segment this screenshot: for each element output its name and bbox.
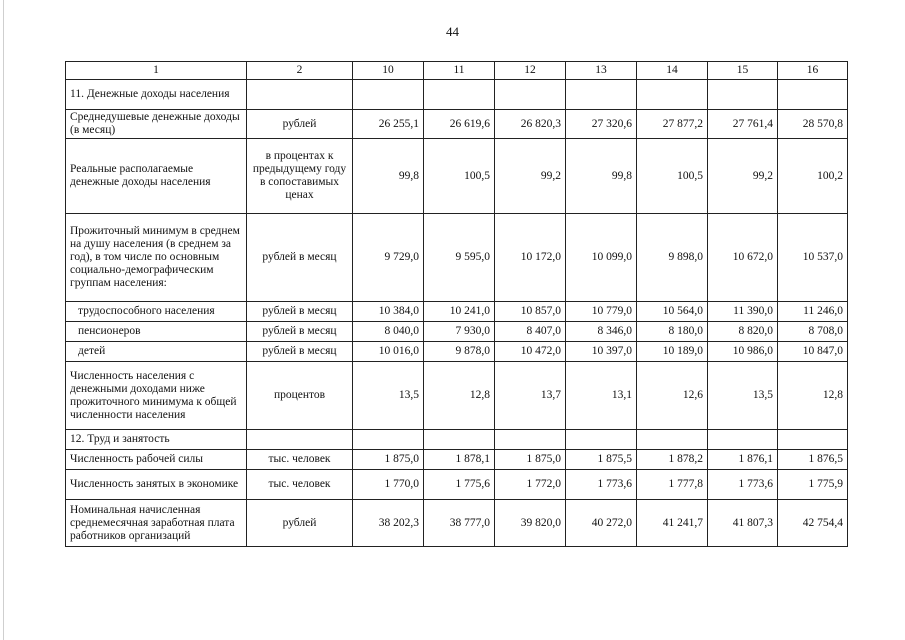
value-cell: 10 472,0 (495, 342, 566, 362)
value-cell: 8 820,0 (708, 322, 778, 342)
value-cell (566, 430, 637, 450)
value-cell: 40 272,0 (566, 500, 637, 547)
table-row (66, 110, 848, 139)
row-unit: рублей (247, 110, 353, 139)
value-cell: 27 877,2 (637, 110, 708, 139)
value-cell: 10 384,0 (353, 302, 424, 322)
row-unit: рублей в месяц (247, 342, 353, 362)
value-cell: 8 180,0 (637, 322, 708, 342)
header-cell: 14 (637, 62, 708, 80)
value-cell: 38 777,0 (424, 500, 495, 547)
row-label: 11. Денежные доходы населения (66, 80, 247, 110)
value-cell: 12,8 (424, 362, 495, 430)
row-label: Численность занятых в экономике (66, 470, 247, 500)
value-cell (637, 430, 708, 450)
table-row (66, 302, 848, 322)
table-header-row (66, 62, 848, 80)
value-cell: 7 930,0 (424, 322, 495, 342)
row-unit: тыс. человек (247, 450, 353, 470)
value-cell: 99,2 (495, 139, 566, 214)
value-cell: 1 777,8 (637, 470, 708, 500)
value-cell: 26 255,1 (353, 110, 424, 139)
value-cell: 13,7 (495, 362, 566, 430)
row-label: Среднедушевые денежные доходы (в месяц) (66, 110, 247, 139)
value-cell: 10 779,0 (566, 302, 637, 322)
value-cell: 41 807,3 (708, 500, 778, 547)
row-label: Численность рабочей силы (66, 450, 247, 470)
value-cell (424, 80, 495, 110)
row-unit: рублей в месяц (247, 322, 353, 342)
page-number: 44 (446, 24, 459, 39)
value-cell: 13,5 (353, 362, 424, 430)
row-label: Реальные располагаемые денежные доходы населения (66, 139, 247, 214)
value-cell: 8 708,0 (778, 322, 848, 342)
row-label: пенсионеров (66, 322, 247, 342)
value-cell: 1 876,1 (708, 450, 778, 470)
value-cell: 13,5 (708, 362, 778, 430)
value-cell: 10 397,0 (566, 342, 637, 362)
value-cell: 11 246,0 (778, 302, 848, 322)
header-cell: 16 (778, 62, 848, 80)
value-cell: 99,8 (353, 139, 424, 214)
value-cell (495, 430, 566, 450)
header-cell: 15 (708, 62, 778, 80)
table-row (66, 214, 848, 302)
value-cell: 10 099,0 (566, 214, 637, 302)
value-cell: 9 898,0 (637, 214, 708, 302)
header-cell: 13 (566, 62, 637, 80)
row-label: детей (66, 342, 247, 362)
value-cell (353, 80, 424, 110)
value-cell (778, 430, 848, 450)
value-cell: 1 875,0 (353, 450, 424, 470)
value-cell (566, 80, 637, 110)
row-label: Номинальная начисленная среднемесячная заработная плата работников организаций (66, 500, 247, 547)
value-cell (708, 80, 778, 110)
value-cell: 1 878,1 (424, 450, 495, 470)
value-cell: 1 775,9 (778, 470, 848, 500)
value-cell: 9 729,0 (353, 214, 424, 302)
statistics-table (65, 61, 848, 547)
row-unit (247, 430, 353, 450)
value-cell: 27 761,4 (708, 110, 778, 139)
header-cell: 10 (353, 62, 424, 80)
value-cell: 1 775,6 (424, 470, 495, 500)
value-cell (353, 430, 424, 450)
header-cell: 2 (247, 62, 353, 80)
value-cell: 1 773,6 (566, 470, 637, 500)
value-cell: 11 390,0 (708, 302, 778, 322)
value-cell: 10 189,0 (637, 342, 708, 362)
value-cell: 10 016,0 (353, 342, 424, 362)
row-label: 12. Труд и занятость (66, 430, 247, 450)
row-unit: рублей в месяц (247, 214, 353, 302)
value-cell: 1 878,2 (637, 450, 708, 470)
value-cell (495, 80, 566, 110)
value-cell: 12,6 (637, 362, 708, 430)
value-cell: 26 619,6 (424, 110, 495, 139)
value-cell: 26 820,3 (495, 110, 566, 139)
value-cell: 10 241,0 (424, 302, 495, 322)
value-cell: 100,5 (424, 139, 495, 214)
value-cell: 99,2 (708, 139, 778, 214)
header-cell: 11 (424, 62, 495, 80)
section-row (66, 430, 848, 450)
row-unit (247, 80, 353, 110)
value-cell: 41 241,7 (637, 500, 708, 547)
value-cell (637, 80, 708, 110)
value-cell: 10 537,0 (778, 214, 848, 302)
value-cell: 8 040,0 (353, 322, 424, 342)
value-cell: 10 847,0 (778, 342, 848, 362)
table-row (66, 500, 848, 547)
row-unit: рублей в месяц (247, 302, 353, 322)
row-unit: тыс. человек (247, 470, 353, 500)
row-unit: в процентах к предыдущему году в сопоставимых ценах (247, 139, 353, 214)
value-cell: 38 202,3 (353, 500, 424, 547)
value-cell (778, 80, 848, 110)
value-cell: 12,8 (778, 362, 848, 430)
row-unit: рублей (247, 500, 353, 547)
value-cell: 10 986,0 (708, 342, 778, 362)
value-cell: 8 346,0 (566, 322, 637, 342)
value-cell: 8 407,0 (495, 322, 566, 342)
value-cell: 10 672,0 (708, 214, 778, 302)
table-row (66, 362, 848, 430)
page-edge-line (3, 0, 4, 640)
row-label: Прожиточный минимум в среднем на душу населения (в среднем за год), в том числе по основным социально-демографическим группам населения: (66, 214, 247, 302)
header-cell: 12 (495, 62, 566, 80)
value-cell: 42 754,4 (778, 500, 848, 547)
row-label: Численность населения с денежными доходами ниже прожиточного минимума к общей численности населения (66, 362, 247, 430)
value-cell: 9 878,0 (424, 342, 495, 362)
value-cell: 1 770,0 (353, 470, 424, 500)
value-cell: 9 595,0 (424, 214, 495, 302)
row-unit: процентов (247, 362, 353, 430)
value-cell: 10 857,0 (495, 302, 566, 322)
value-cell: 100,2 (778, 139, 848, 214)
value-cell (424, 430, 495, 450)
value-cell: 13,1 (566, 362, 637, 430)
section-row (66, 80, 848, 110)
value-cell: 10 564,0 (637, 302, 708, 322)
value-cell: 100,5 (637, 139, 708, 214)
value-cell: 1 772,0 (495, 470, 566, 500)
table-row (66, 470, 848, 500)
row-label: трудоспособного населения (66, 302, 247, 322)
value-cell: 99,8 (566, 139, 637, 214)
value-cell: 28 570,8 (778, 110, 848, 139)
table-row (66, 139, 848, 214)
value-cell: 1 875,0 (495, 450, 566, 470)
value-cell: 10 172,0 (495, 214, 566, 302)
value-cell (708, 430, 778, 450)
value-cell: 1 876,5 (778, 450, 848, 470)
table-row (66, 342, 848, 362)
value-cell: 39 820,0 (495, 500, 566, 547)
value-cell: 27 320,6 (566, 110, 637, 139)
table-row (66, 322, 848, 342)
value-cell: 1 875,5 (566, 450, 637, 470)
table-row (66, 450, 848, 470)
value-cell: 1 773,6 (708, 470, 778, 500)
header-cell: 1 (66, 62, 247, 80)
